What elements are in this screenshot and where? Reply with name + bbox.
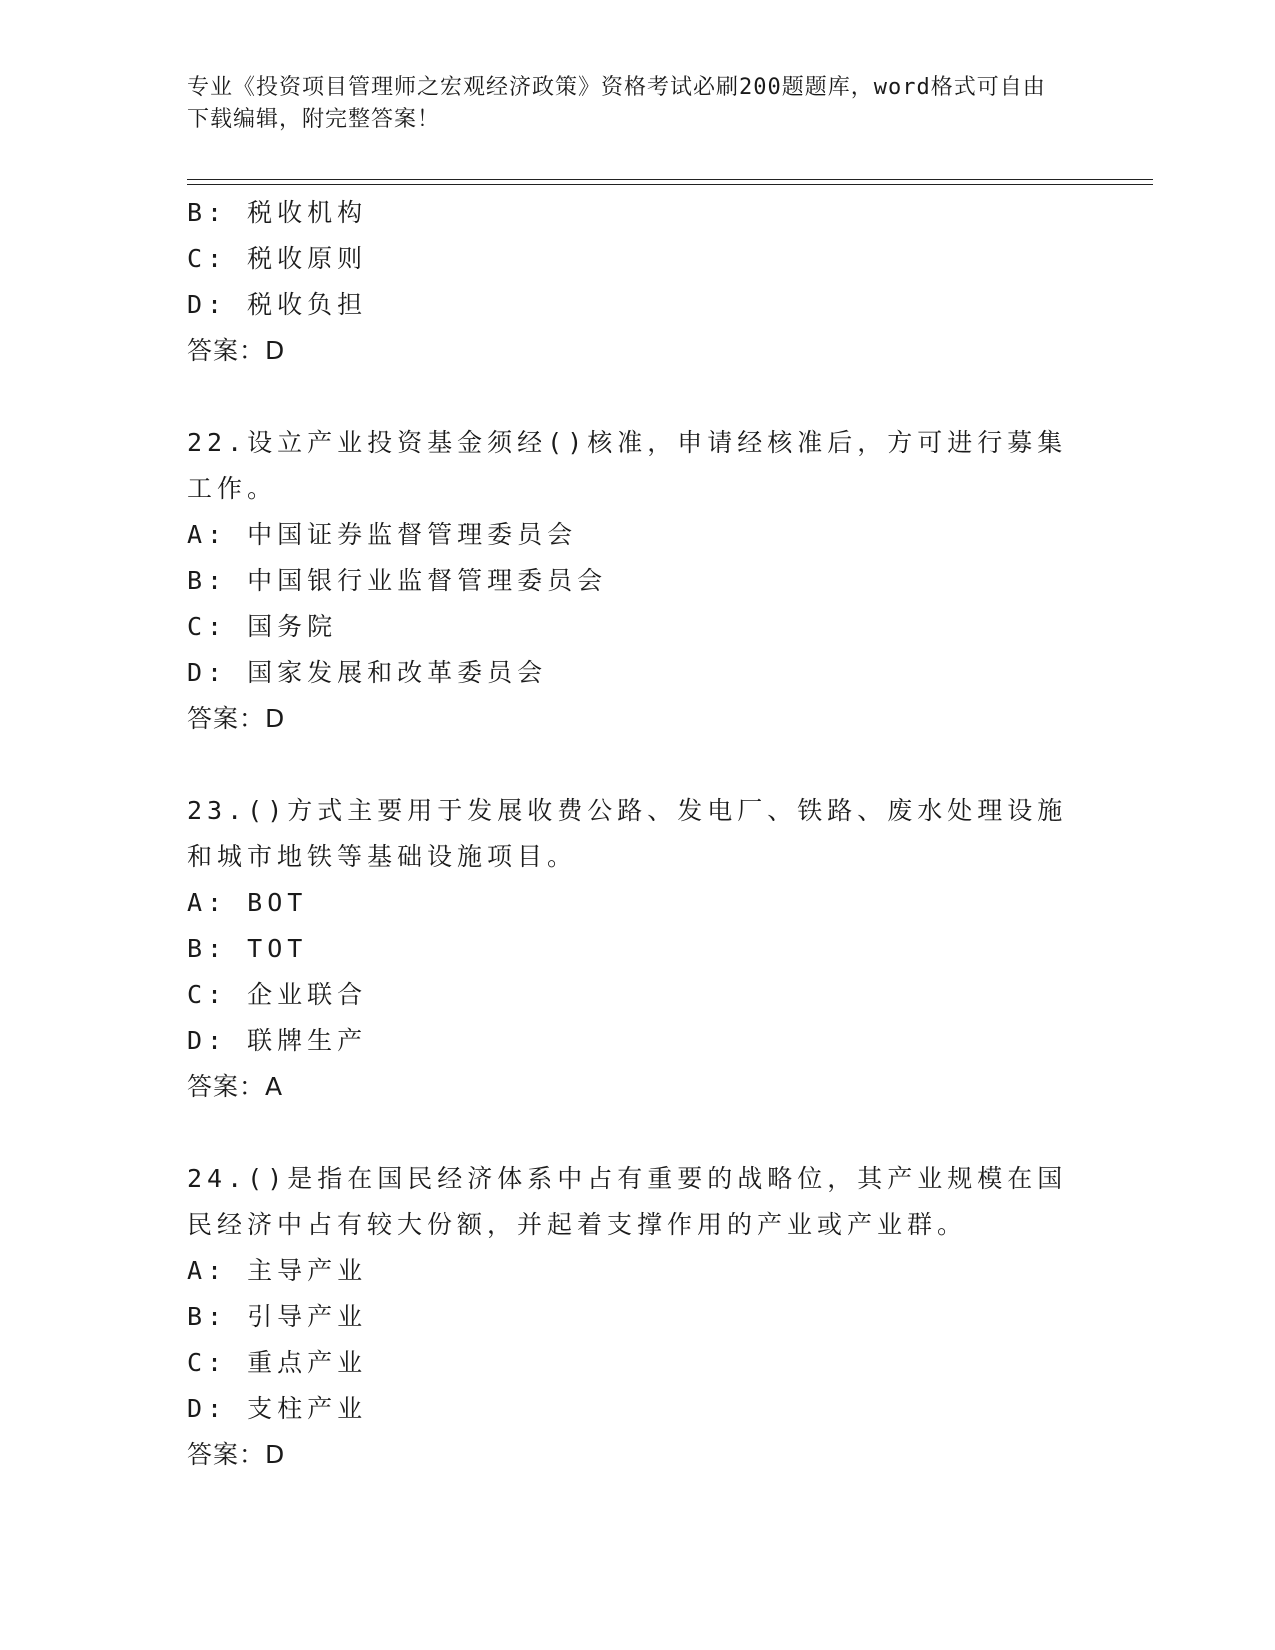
- option-a: A: 主导产业: [187, 1256, 368, 1285]
- answer: 答案：A: [187, 1072, 284, 1101]
- question-24: [187, 1156, 1087, 1478]
- option-d: D: 税收负担: [187, 290, 368, 319]
- option-c: C: 税收原则: [187, 244, 368, 273]
- document-header: 专业《投资项目管理师之宏观经济政策》资格考试必刷200题题库，word格式可自由下载编辑，附完整答案！: [187, 75, 1046, 132]
- option-a: A: BOT: [187, 888, 308, 917]
- question-22: [187, 420, 1087, 742]
- option-c: C: 企业联合: [187, 980, 368, 1009]
- question-partial: [187, 190, 1087, 374]
- option-d: D: 国家发展和改革委员会: [187, 658, 548, 687]
- question-stem: 24.()是指在国民经济体系中占有重要的战略位，其产业规模在国民经济中占有较大份额，并起着支撑作用的产业或产业群。: [187, 1164, 1068, 1239]
- question-stem: 23.()方式主要用于发展收费公路、发电厂、铁路、废水处理设施和城市地铁等基础设施项目。: [187, 796, 1068, 871]
- option-b: B: 引导产业: [187, 1302, 368, 1331]
- answer: 答案：D: [187, 704, 286, 733]
- option-d: D: 支柱产业: [187, 1394, 368, 1423]
- option-b: B: 中国银行业监督管理委员会: [187, 566, 608, 595]
- question-list: [187, 190, 1087, 1478]
- option-b: B: 税收机构: [187, 198, 368, 227]
- question-stem: 22.设立产业投资基金须经()核准，申请经核准后，方可进行募集工作。: [187, 428, 1068, 503]
- answer: 答案：D: [187, 1440, 286, 1469]
- answer: 答案：D: [187, 336, 286, 365]
- option-b: B: TOT: [187, 934, 308, 963]
- header-divider-top: [187, 179, 1153, 180]
- option-a: A: 中国证券监督管理委员会: [187, 520, 578, 549]
- option-c: C: 重点产业: [187, 1348, 368, 1377]
- option-c: C: 国务院: [187, 612, 338, 641]
- option-d: D: 联牌生产: [187, 1026, 368, 1055]
- header-divider-bottom: [187, 184, 1153, 185]
- question-23: [187, 788, 1087, 1110]
